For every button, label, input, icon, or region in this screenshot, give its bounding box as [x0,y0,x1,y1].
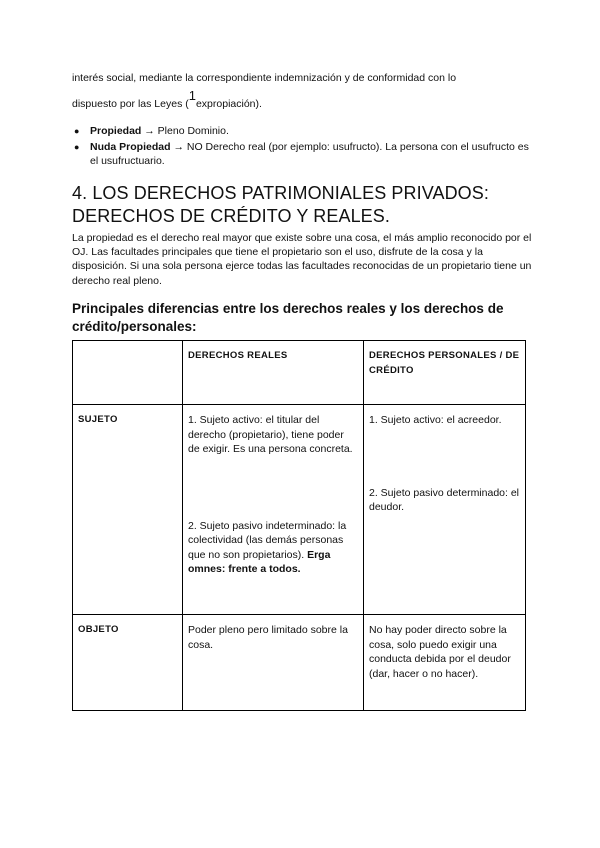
cell-objeto-personales: No hay poder directo sobre la cosa, solo puedo exigir una conducta debida por el deudor (dar, hacer o no hacer). [364,615,526,711]
table-row [73,405,526,615]
cell-text: 1. Sujeto activo: el titular del derecho (propietario), tiene poder de exigir. Es una persona concreta. [188,414,353,455]
footnote-marker[interactable]: 1 [188,88,196,103]
row-label-objeto: OBJETO [73,615,183,711]
bullet-icon: ● [74,142,80,152]
intro-paragraph [72,72,532,110]
bullet-text: Pleno Dominio. [154,125,229,137]
bullet-term: Propiedad [90,125,142,137]
cell-sujeto-personales [364,405,526,615]
list-item [74,124,530,138]
header-cell-personales: DERECHOS PERSONALES / DE CRÉDITO [364,341,526,405]
cell-sujeto-reales [183,405,364,615]
intro-line-2-text: dispuesto por las Leyes ( [72,98,189,110]
table-header-row [73,341,526,405]
row-label-sujeto: SUJETO [73,405,183,615]
arrow-icon: → [173,141,184,153]
bullet-icon: ● [74,126,80,136]
cell-text: 1. Sujeto activo: el acreedor. [369,414,502,426]
cell-text: 2. Sujeto pasivo determinado: el deudor. [369,486,520,513]
bullet-term: Nuda Propiedad [90,141,171,153]
table-subheading: Principales diferencias entre los derechos reales y los derechos de crédito/personales: [72,301,504,334]
header-cell-reales: DERECHOS REALES [183,341,364,405]
cell-objeto-reales: Poder pleno pero limitado sobre la cosa. [183,615,364,711]
cell-text-bold: Erga omnes: frente a todos. [188,548,331,575]
cell-text [188,519,358,577]
bullet-list [74,124,530,170]
intro-line-2 [72,88,262,111]
section-heading: 4. LOS DERECHOS PATRIMONIALES PRIVADOS: DERECHOS DE CRÉDITO Y REALES. [72,183,489,226]
bullet-text: NO Derecho real (por ejemplo: usufructo). La persona con el usufructo es el usufructuario. [90,141,529,167]
cell-spacer [188,457,358,519]
intro-line-2-end: expropiación). [195,98,262,110]
section-paragraph: La propiedad es el derecho real mayor que existe sobre una cosa, el más amplio reconocido por el OJ. Las facultades principales que tiene el propietario son el uso, disfrute de la cosa y la disposición. Si una sola persona ejerce todas las facultades reconocidas de un propietario tiene un derecho real pleno. [72,232,532,287]
header-cell-empty [73,341,183,405]
comparison-table [72,340,526,711]
intro-line-1: interés social, mediante la correspondiente indemnización y de conformidad con lo [72,72,457,84]
table-row [73,615,526,711]
cell-spacer [369,428,520,486]
arrow-icon: → [144,125,155,137]
cell-text-part: 2. Sujeto pasivo indeterminado: la colectividad (las demás personas que no son propietarios). [188,519,347,561]
list-item [74,140,530,168]
